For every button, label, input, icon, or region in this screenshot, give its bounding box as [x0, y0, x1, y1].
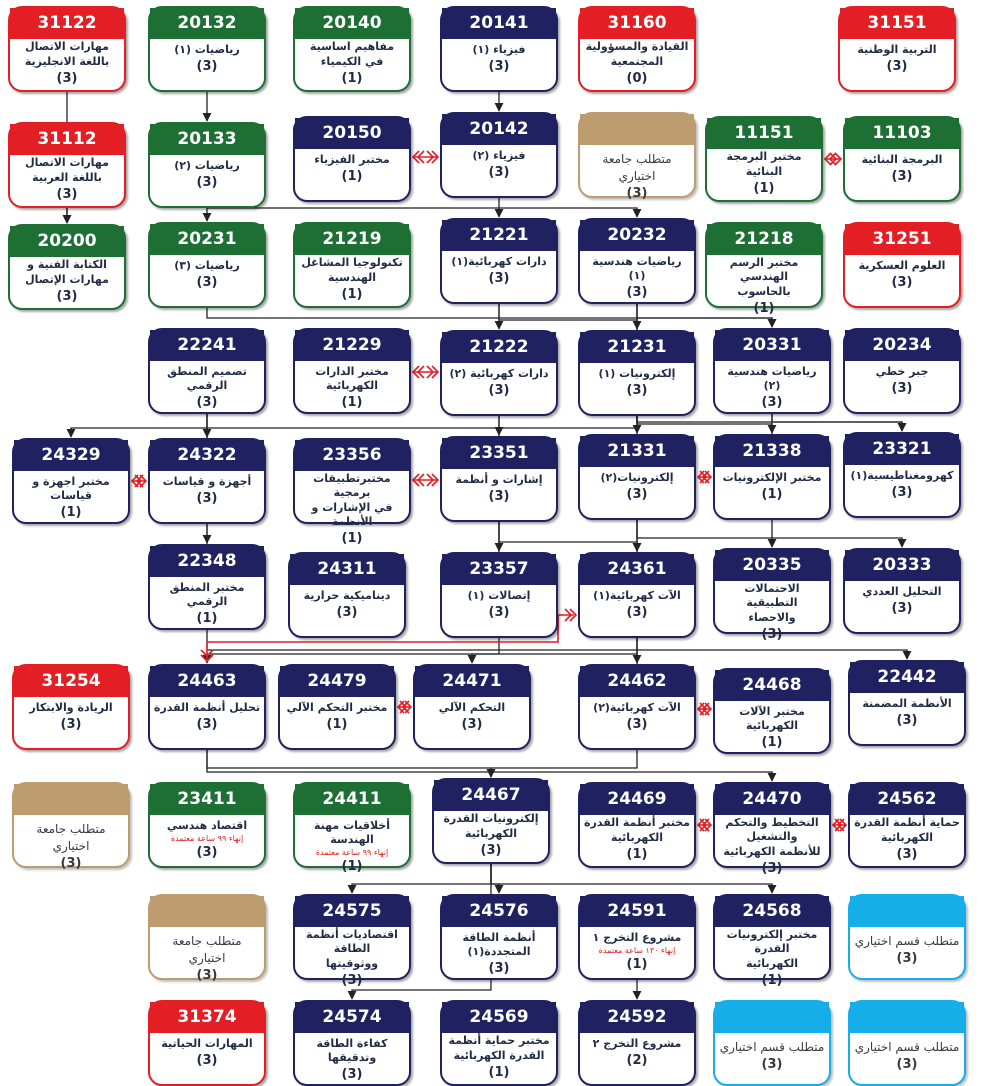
course-title: رياضيات (٢) — [174, 159, 240, 172]
course-title: إلكترونيات(٢) — [600, 471, 674, 484]
course-code: 24569 — [442, 1002, 556, 1033]
credit-hours: (3) — [196, 275, 218, 290]
course-title: مهارات الإتصال — [25, 273, 109, 286]
course-24576 — [440, 894, 558, 980]
course-code: 31112 — [10, 124, 124, 155]
course-code: 24467 — [434, 780, 548, 811]
credit-hours: (3) — [488, 961, 510, 976]
course-20200 — [8, 224, 126, 310]
university-elective — [578, 112, 696, 201]
course-code: 24576 — [442, 896, 556, 927]
course-20335 — [713, 548, 831, 642]
credit-hours: (1) — [341, 859, 363, 874]
course-code: 20232 — [580, 220, 694, 251]
university-elective — [148, 894, 266, 983]
credit-hours: (3) — [488, 271, 510, 286]
course-31122 — [8, 6, 126, 92]
course-code: 21219 — [295, 224, 409, 255]
credit-hours: (3) — [56, 187, 78, 202]
elective-title: متطلب قسم اختياري — [854, 1040, 960, 1054]
course-20231 — [148, 222, 266, 308]
course-24463 — [148, 664, 266, 750]
course-title: مختبر الإلكترونيات — [722, 471, 822, 484]
course-title: تحليل أنظمة القدرة — [153, 701, 261, 714]
course-condition-note: إنهاء ١٣٠ ساعة معتمدة — [598, 946, 676, 955]
elective-title: متطلب قسم اختياري — [719, 1040, 825, 1054]
course-title: دارات كهربائية(١) — [451, 255, 547, 268]
department-elective — [713, 1000, 831, 1086]
credit-hours: (3) — [896, 713, 918, 728]
credit-hours: (3) — [196, 395, 218, 410]
credit-hours: (3) — [196, 845, 218, 860]
credit-hours: (0) — [626, 71, 648, 86]
course-code: 23411 — [150, 784, 264, 815]
course-code: 24322 — [150, 440, 264, 471]
course-title: الهندسية — [328, 271, 376, 284]
course-code: 24471 — [415, 666, 529, 697]
credit-hours: (3) — [196, 1053, 218, 1068]
course-22241 — [148, 328, 266, 414]
course-title: اقتصاديات أنظمة الطاقة — [306, 928, 398, 955]
course-code: 24361 — [580, 554, 694, 585]
credit-hours: (3) — [626, 186, 648, 201]
course-title: والاحصاء — [748, 611, 796, 624]
course-23351 — [440, 436, 558, 522]
course-code: 22241 — [150, 330, 264, 361]
course-code: 23321 — [845, 434, 959, 465]
credit-hours: (1) — [626, 957, 648, 972]
credit-hours: (3) — [196, 491, 218, 506]
course-title: مختبر حماية أنظمة — [448, 1034, 550, 1047]
elective-band — [850, 896, 964, 927]
course-title: تكنولوجيا المشاغل — [301, 256, 403, 269]
course-title: مختبر المنطق الرقمي — [169, 581, 245, 608]
credit-hours: (3) — [341, 973, 363, 988]
course-title: القيادة والمسؤولية — [585, 40, 689, 53]
credit-hours: (3) — [56, 71, 78, 86]
course-title: مختبر إلكترونيات القدرة — [726, 928, 818, 955]
course-31374 — [148, 1000, 266, 1086]
credit-hours: (1) — [753, 301, 775, 316]
course-title: رياضيات هندسية (١) — [592, 255, 682, 282]
course-title: أنظمة الطاقة المتجددة(١) — [462, 931, 536, 958]
course-24361 — [578, 552, 696, 638]
course-code: 21222 — [442, 332, 556, 363]
course-11103 — [843, 116, 961, 202]
elective-title: متطلب جامعة اختياري — [36, 822, 106, 853]
course-code: 24574 — [295, 1002, 409, 1033]
course-title: التربية الوطنية — [857, 43, 937, 56]
course-20133 — [148, 122, 266, 208]
course-title: المهارات الحياتية — [161, 1037, 253, 1050]
course-code: 23351 — [442, 438, 556, 469]
course-code: 24592 — [580, 1002, 694, 1033]
course-title: البرمجة البنائية — [861, 153, 943, 166]
course-23321 — [843, 432, 961, 518]
credit-hours: (1) — [341, 395, 363, 410]
course-22348 — [148, 544, 266, 630]
credit-hours: (3) — [488, 383, 510, 398]
course-title: مشروع التخرج ٢ — [592, 1037, 682, 1050]
course-title: مشروع التخرج ١ — [592, 931, 682, 944]
course-code: 31254 — [14, 666, 128, 697]
course-code: 24469 — [580, 784, 694, 815]
course-24574 — [293, 1000, 411, 1086]
course-24479 — [278, 664, 396, 750]
course-title: فيزياء (١) — [472, 43, 526, 56]
course-24467 — [432, 778, 550, 864]
course-24592 — [578, 1000, 696, 1086]
credit-hours: (1) — [753, 181, 775, 196]
course-31251 — [843, 222, 961, 308]
credit-hours: (3) — [480, 843, 502, 858]
credit-hours: (3) — [626, 717, 648, 732]
course-code: 21218 — [707, 224, 821, 255]
department-elective — [848, 894, 966, 980]
course-code: 24329 — [14, 440, 128, 471]
course-title: الكتابة الفنية و — [27, 258, 107, 271]
credit-hours: (3) — [626, 487, 648, 502]
course-24311 — [288, 552, 406, 638]
course-31254 — [12, 664, 130, 750]
credit-hours: (1) — [326, 717, 348, 732]
course-code: 24568 — [715, 896, 829, 927]
credit-hours: (3) — [196, 717, 218, 732]
course-title: مختبر الآلات الكهربائية — [739, 705, 805, 732]
credit-hours: (3) — [196, 59, 218, 74]
credit-hours: (3) — [896, 1057, 918, 1072]
elective-band — [150, 896, 264, 927]
credit-hours: (3) — [196, 968, 218, 983]
credit-hours: (1) — [341, 71, 363, 86]
credit-hours: (1) — [761, 487, 783, 502]
course-title: مختبر الدارات الكهربائية — [315, 365, 389, 392]
course-code: 24411 — [295, 784, 409, 815]
course-code: 24479 — [280, 666, 394, 697]
elective-title: متطلب جامعة اختياري — [602, 152, 672, 183]
course-code: 20140 — [295, 8, 409, 39]
course-24568 — [713, 894, 831, 988]
course-code: 31251 — [845, 224, 959, 255]
course-title: فيزياء (٢) — [472, 149, 526, 162]
course-24329 — [12, 438, 130, 524]
credit-hours: (3) — [891, 275, 913, 290]
course-11151 — [705, 116, 823, 202]
course-title: بالحاسوب — [737, 285, 791, 298]
credit-hours: (3) — [488, 605, 510, 620]
credit-hours: (3) — [896, 847, 918, 862]
course-code: 22348 — [150, 546, 264, 577]
course-code: 20142 — [442, 114, 556, 145]
course-condition-note: إنهاء ٩٩ ساعة معتمدة — [170, 834, 244, 843]
course-title: باللغة الانجليزية — [24, 55, 110, 68]
course-code: 20132 — [150, 8, 264, 39]
prerequisite-arrow — [71, 416, 637, 437]
course-title: كفاءة الطاقة وتدقيقها — [316, 1037, 388, 1064]
course-code: 24468 — [715, 670, 829, 701]
course-title: مختبر اجهزة و قياسات — [32, 475, 110, 502]
course-title: التحليل العددي — [862, 585, 942, 598]
course-code: 20150 — [295, 118, 409, 149]
prerequisite-arrow — [491, 864, 499, 893]
prerequisite-arrow — [499, 304, 637, 329]
course-title: المجتمعية — [610, 55, 664, 68]
course-23411 — [148, 782, 266, 868]
course-title: الكهربائية — [465, 827, 517, 840]
course-condition-note: إنهاء ٩٩ ساعة معتمدة — [315, 848, 389, 857]
course-20232 — [578, 218, 696, 304]
course-title: التخطيط والتحكم والتشغيل — [725, 816, 819, 843]
course-code: 21231 — [580, 332, 694, 363]
course-code: 31122 — [10, 8, 124, 39]
course-code: 21338 — [715, 436, 829, 467]
credit-hours: (3) — [341, 1067, 363, 1082]
course-code: 20141 — [442, 8, 556, 39]
prerequisite-arrow — [207, 750, 772, 781]
course-20234 — [843, 328, 961, 414]
course-20150 — [293, 116, 411, 202]
course-title: إلكترونيات القدرة — [443, 812, 539, 825]
course-21219 — [293, 222, 411, 308]
course-title: البنائية — [745, 165, 783, 178]
course-title: الاحتمالات التطبيقية — [744, 582, 800, 609]
credit-hours: (3) — [761, 627, 783, 642]
elective-band — [715, 1002, 829, 1033]
course-24591 — [578, 894, 696, 980]
credit-hours: (3) — [56, 289, 78, 304]
elective-band — [14, 784, 128, 815]
course-24462 — [578, 664, 696, 750]
course-code: 24562 — [850, 784, 964, 815]
prerequisite-arrow — [207, 308, 772, 327]
credit-hours: (3) — [891, 601, 913, 616]
course-code: 21331 — [580, 436, 694, 467]
course-20331 — [713, 328, 831, 414]
course-title: مهارات الاتصال — [25, 156, 109, 169]
course-20333 — [843, 548, 961, 634]
credit-hours: (1) — [196, 611, 218, 626]
credit-hours: (3) — [461, 717, 483, 732]
credit-hours: (1) — [341, 531, 363, 546]
course-title: مختبرتطبيقات برمجية — [313, 472, 391, 499]
course-code: 31151 — [840, 8, 954, 39]
credit-hours: (3) — [886, 59, 908, 74]
course-20142 — [440, 112, 558, 198]
credit-hours: (1) — [341, 287, 363, 302]
course-23357 — [440, 552, 558, 638]
course-21218 — [705, 222, 823, 316]
course-code: 20231 — [150, 224, 264, 255]
credit-hours: (1) — [761, 973, 783, 988]
credit-hours: (3) — [488, 59, 510, 74]
course-24411 — [293, 782, 411, 874]
course-31112 — [8, 122, 126, 208]
course-title: في الإشارات و الأنظمة — [311, 501, 393, 528]
elective-title: متطلب قسم اختياري — [854, 934, 960, 948]
credit-hours: (3) — [761, 395, 783, 410]
credit-hours: (3) — [488, 165, 510, 180]
course-title: الأنظمة المضمنة — [862, 697, 952, 710]
course-24469 — [578, 782, 696, 868]
course-title: في الكيمياء — [320, 55, 384, 68]
course-code: 31160 — [580, 8, 694, 39]
course-23356 — [293, 438, 411, 546]
course-31151 — [838, 6, 956, 92]
course-title: إلكترونيات (١) — [598, 367, 676, 380]
course-title: كهرومغناطيسية(١) — [850, 469, 954, 482]
course-24575 — [293, 894, 411, 988]
credit-hours: (3) — [891, 169, 913, 184]
course-21331 — [578, 434, 696, 520]
course-24468 — [713, 668, 831, 754]
credit-hours: (3) — [626, 285, 648, 300]
course-21222 — [440, 330, 558, 416]
credit-hours: (3) — [761, 861, 783, 876]
credit-hours: (1) — [626, 847, 648, 862]
course-title: تصميم المنطق الرقمي — [167, 365, 247, 392]
course-code: 24462 — [580, 666, 694, 697]
course-title: الآت كهربائية(١) — [593, 589, 681, 602]
course-21221 — [440, 218, 558, 304]
course-title: الكهربائية — [881, 831, 933, 844]
course-20140 — [293, 6, 411, 92]
course-code: 20200 — [10, 226, 124, 257]
course-code: 21229 — [295, 330, 409, 361]
elective-title: متطلب جامعة اختياري — [172, 934, 242, 965]
credit-hours: (1) — [341, 169, 363, 184]
course-title: الريادة والابتكار — [29, 701, 113, 714]
elective-band — [850, 1002, 964, 1033]
credit-hours: (3) — [196, 175, 218, 190]
course-code: 22442 — [850, 662, 964, 693]
course-code: 24463 — [150, 666, 264, 697]
course-title: مختبر التحكم الآلي — [286, 701, 388, 714]
course-21338 — [713, 434, 831, 520]
prerequisite-arrow — [637, 416, 772, 433]
course-title: رياضيات (١) — [174, 43, 240, 56]
course-code: 24575 — [295, 896, 409, 927]
department-elective — [848, 1000, 966, 1086]
course-title: مهارات الاتصال — [25, 40, 109, 53]
prerequisite-arrow — [207, 750, 491, 777]
course-title: الكهربائية — [611, 831, 663, 844]
course-title: حماية أنظمة القدرة — [854, 816, 960, 829]
course-code: 23357 — [442, 554, 556, 585]
course-21229 — [293, 328, 411, 414]
course-code: 11103 — [845, 118, 959, 149]
course-title: إتصالات (١) — [467, 589, 531, 602]
course-code: 20331 — [715, 330, 829, 361]
course-title: مختبر الرسم الهندسي — [729, 256, 799, 283]
course-title: رياضيات (٣) — [174, 259, 240, 272]
credit-hours: (3) — [891, 381, 913, 396]
course-24322 — [148, 438, 266, 524]
course-title: مختبر البرمجة — [726, 150, 802, 163]
course-code: 24311 — [290, 554, 404, 585]
credit-hours: (2) — [626, 1053, 648, 1068]
course-code: 20335 — [715, 550, 829, 581]
course-code: 31374 — [150, 1002, 264, 1033]
course-title: مفاهيم اساسية — [309, 40, 395, 53]
elective-band — [580, 114, 694, 145]
credit-hours: (3) — [60, 856, 82, 871]
credit-hours: (3) — [60, 717, 82, 732]
course-title: العلوم العسكرية — [858, 259, 946, 272]
course-24569 — [440, 1000, 558, 1086]
course-31160 — [578, 6, 696, 92]
course-24562 — [848, 782, 966, 868]
course-20141 — [440, 6, 558, 92]
course-code: 24470 — [715, 784, 829, 815]
course-title: إشارات و أنظمة — [455, 473, 543, 486]
course-24470 — [713, 782, 831, 876]
course-code: 20333 — [845, 550, 959, 581]
course-code: 20234 — [845, 330, 959, 361]
credit-hours: (3) — [761, 1057, 783, 1072]
course-code: 21221 — [442, 220, 556, 251]
credit-hours: (3) — [488, 489, 510, 504]
course-title: الكهربائية — [746, 957, 798, 970]
course-24471 — [413, 664, 531, 750]
course-code: 23356 — [295, 440, 409, 471]
credit-hours: (3) — [336, 605, 358, 620]
course-title: مختبر الفيزياء — [314, 153, 390, 166]
credit-hours: (1) — [761, 735, 783, 750]
course-title: اقتصاد هندسي — [166, 819, 248, 832]
credit-hours: (3) — [891, 485, 913, 500]
course-title: أجهزة و قياسات — [162, 475, 252, 488]
prerequisite-arrow — [207, 208, 637, 217]
credit-hours: (1) — [488, 1065, 510, 1080]
course-title: جبر خطي — [875, 365, 929, 378]
course-title: دارات كهربائية (٢) — [449, 367, 549, 380]
course-22442 — [848, 660, 966, 746]
course-title: ديناميكية حرارية — [303, 589, 391, 602]
course-21231 — [578, 330, 696, 416]
course-title: الآت كهربائية(٢) — [593, 701, 681, 714]
course-title: رياضيات هندسية (٢) — [727, 365, 817, 392]
credit-hours: (3) — [626, 605, 648, 620]
course-title: التحكم الآلي — [438, 701, 506, 714]
course-code: 24591 — [580, 896, 694, 927]
credit-hours: (3) — [626, 383, 648, 398]
credit-hours: (3) — [896, 951, 918, 966]
course-code: 11151 — [707, 118, 821, 149]
course-title: القدرة الكهربائية — [453, 1049, 545, 1062]
course-title: باللغة العربية — [32, 171, 102, 184]
course-20132 — [148, 6, 266, 92]
course-title: مختبر أنظمة القدرة — [584, 816, 690, 829]
course-title: ووثوقيتها — [325, 957, 379, 970]
course-title: أخلاقيات مهنة الهندسة — [314, 819, 390, 846]
course-code: 20133 — [150, 124, 264, 155]
credit-hours: (1) — [60, 505, 82, 520]
university-elective — [12, 782, 130, 871]
course-title: للأنظمة الكهربائية — [723, 845, 821, 858]
